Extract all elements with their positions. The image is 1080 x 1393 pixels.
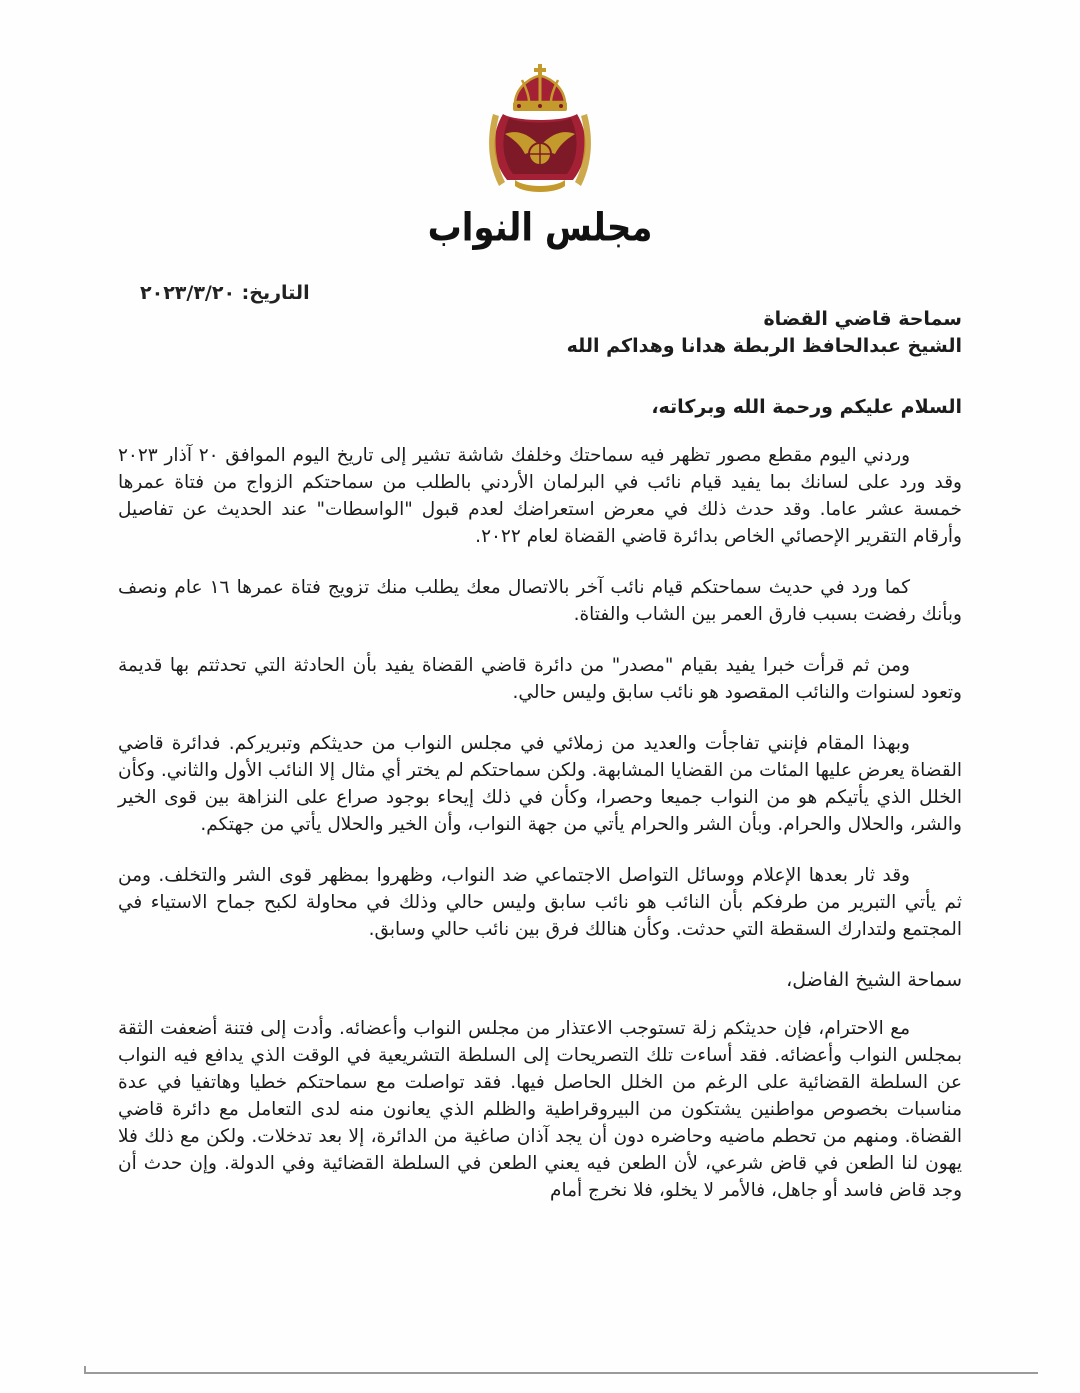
recipient-title: سماحة قاضي القضاة bbox=[763, 308, 962, 330]
royal-crest-icon bbox=[465, 62, 615, 202]
letter-paragraph-4: وبهذا المقام فإنني تفاجأت والعديد من زملائي في مجلس النواب من حديثكم وتبريركم. فدائرة قاضي القضاة يعرض عليها المئات من القضايا المشابهة. ولكن سماحتكم لم يختر أي مثال إلا النائب الأول والثاني. وكأن الخلل الذي يأتيكم هو من النواب جميعا وحصرا، وكأن في ذلك إيحاء بوجود صراع على النزاهة بين قوى الخير والشر، والحلال والحرام. وبأن الشر والحرام يأتي من جهة النواب، وأن الخير والحلال يأتي من جهتكم. bbox=[118, 733, 962, 835]
salutation: السلام عليكم ورحمة الله وبركاته، bbox=[651, 396, 962, 418]
letter-paragraph-2: كما ورد في حديث سماحتكم قيام نائب آخر بالاتصال معك يطلب منك تزويج فتاة عمرها ١٦ عام ونصف وبأنك رفضت بسبب فارق العمر بين الشاب والفتاة. bbox=[118, 577, 962, 625]
footer-divider bbox=[84, 1372, 1038, 1374]
letter-paragraph-1: وردني اليوم مقطع مصور تظهر فيه سماحتك وخلفك شاشة تشير إلى تاريخ اليوم الموافق ٢٠ آذار ٢٠٢٣ وقد ورد على لسانك بما يفيد قيام نائب في البرلمان الأردني بالطلب من سماحتكم الزواج من فتاة عمرها خمسة عشر عاما. وقد حدث ذلك في معرض استعراضك لعدم قبول "الواسطات" عند الحديث عن تفاصيل وأرقام التقرير الإحصائي الخاص بدائرة قاضي القضاة لعام ٢٠٢٢. bbox=[118, 445, 962, 547]
letter-content bbox=[0, 282, 1080, 1204]
letter-paragraph-5: وقد ثار بعدها الإعلام ووسائل التواصل الاجتماعي ضد النواب، وظهروا بمظهر قوى الشر والتخلف. ومن ثم يأتي التبرير من طرفكم بأن النائب هو نائب سابق وليس حالي وذلك في محاولة لكبح جماح الاستياء في المجتمع ولتدارك السقطة التي حدثت. وكأن هنالك فرق بين نائب حالي وسابق. bbox=[118, 865, 962, 940]
letter-paragraph-3: ومن ثم قرأت خبرا يفيد بقيام "مصدر" من دائرة قاضي القضاة يفيد بأن الحادثة التي تحدثتم بها قديمة وتعود لسنوات والنائب المقصود هو نائب سابق وليس حالي. bbox=[118, 655, 962, 703]
org-name-calligraphy: مجلس النواب bbox=[427, 205, 653, 251]
recipient-name: الشيخ عبدالحافظ الربطة هدانا وهداكم الله bbox=[566, 335, 962, 357]
letter-paragraph-6: مع الاحترام، فإن حديثكم زلة تستوجب الاعتذار من مجلس النواب وأعضائه. وأدت إلى فتنة أضعفت الثقة بمجلس النواب وأعضائه. فقد أساءت تلك التصريحات إلى السلطة التشريعية في الوقت الذي يدافع فيه النواب عن السلطة القضائية على الرغم من الخلل الحاصل فيها. فقد تواصلت مع سماحتكم خطيا وهاتفيا في عدة مناسبات بخصوص مواطنين يشتكون من البيروقراطية والظلم الذي يعانون منه لدى التعامل مع دائرة قاضي القضاة. ومنهم من تحطم ماضيه وحاضره دون أن يجد آذان صاغية من الدائرة، إلا بعد تدخلات. ولكن مع ذلك فلا يهون لنا الطعن في قاض شرعي، لأن الطعن فيه يعني الطعن في السلطة القضائية وفي الدولة. وإن حدث أن وجد قاض فاسد أو جاهل، فالأمر لا يخلو، فلا نخرج أمام bbox=[118, 1018, 962, 1201]
recipient-block bbox=[118, 306, 962, 360]
date-line: التاريخ: ٢٠٢٣/٣/٢٠ bbox=[140, 282, 310, 304]
vocative-line: سماحة الشيخ الفاضل، bbox=[786, 969, 962, 991]
letterhead bbox=[0, 0, 1080, 251]
